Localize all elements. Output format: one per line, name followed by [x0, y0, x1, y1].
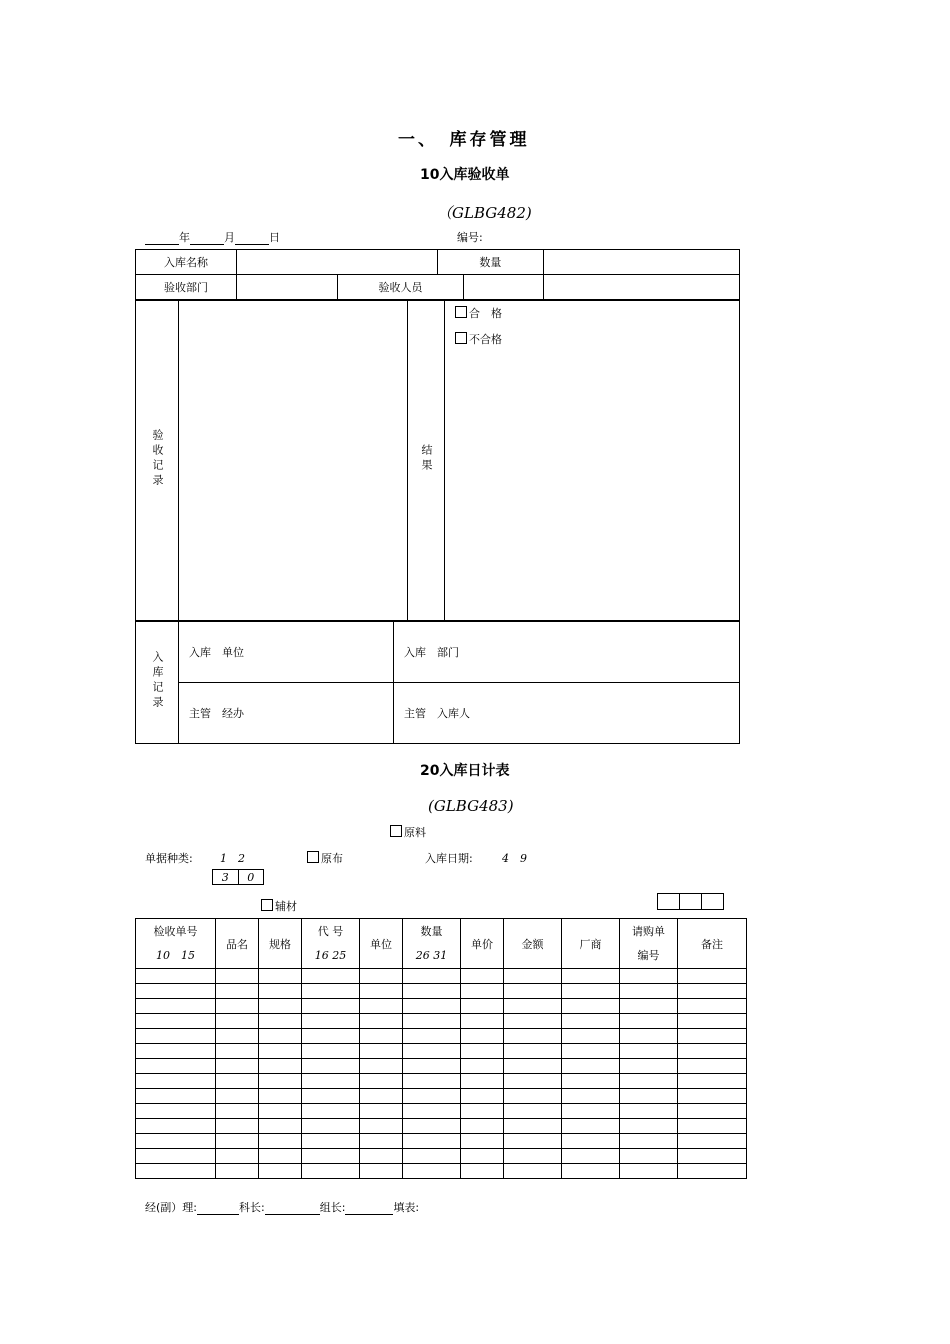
table-cell[interactable] — [678, 1029, 747, 1044]
table-cell[interactable] — [136, 1134, 216, 1149]
table-cell[interactable] — [562, 1089, 620, 1104]
table-cell[interactable] — [504, 1119, 562, 1134]
table-row — [136, 1104, 747, 1119]
inspector-field[interactable] — [464, 275, 544, 300]
table-cell[interactable] — [136, 1119, 216, 1134]
table-cell[interactable] — [360, 1149, 403, 1164]
table-cell[interactable] — [259, 1059, 302, 1074]
table-cell[interactable] — [216, 984, 259, 999]
year-blank[interactable] — [145, 244, 179, 245]
entry-record-label: 入库记录 — [151, 651, 164, 711]
raw-material-option — [390, 824, 426, 840]
table-cell[interactable] — [504, 1059, 562, 1074]
table-cell[interactable] — [620, 1104, 678, 1119]
table-cell[interactable] — [216, 1119, 259, 1134]
table-cell[interactable] — [504, 1164, 562, 1179]
table-cell[interactable] — [504, 1014, 562, 1029]
section-title: 一、 库存管理 — [398, 130, 530, 150]
fabric-option — [307, 850, 343, 866]
table-cell[interactable] — [216, 1029, 259, 1044]
entry-name-field[interactable] — [237, 250, 438, 275]
table-cell[interactable] — [302, 1074, 360, 1089]
result-field — [445, 301, 740, 621]
table-cell[interactable] — [403, 1149, 461, 1164]
table-cell[interactable] — [620, 1059, 678, 1074]
inspector-extra-field[interactable] — [544, 275, 740, 300]
serial-label: 编号: — [457, 231, 483, 244]
raw-material-label: 原料 — [404, 826, 426, 839]
col-header: 单位 — [360, 919, 403, 969]
form1-title: 10入库验收单 — [420, 167, 510, 183]
table-cell[interactable] — [136, 1149, 216, 1164]
section-chief-blank[interactable] — [265, 1214, 320, 1215]
table-cell[interactable] — [302, 1059, 360, 1074]
table-cell[interactable] — [403, 1164, 461, 1179]
supervisor-receiver-label: 主管 入库人 — [394, 683, 740, 744]
table-cell[interactable] — [403, 1074, 461, 1089]
table-cell[interactable] — [678, 984, 747, 999]
table-cell[interactable] — [360, 1074, 403, 1089]
table-cell[interactable] — [620, 1149, 678, 1164]
table-cell[interactable] — [302, 999, 360, 1014]
table-cell[interactable] — [403, 1029, 461, 1044]
form1-code: （GLBG482) — [437, 204, 532, 222]
table-row — [136, 1149, 747, 1164]
entry-name-label: 入库名称 — [136, 250, 237, 275]
table-cell[interactable] — [403, 1134, 461, 1149]
table-cell[interactable] — [360, 1059, 403, 1074]
day-blank[interactable] — [235, 244, 269, 245]
table-cell[interactable] — [461, 1014, 504, 1029]
right-code-boxes — [657, 893, 724, 910]
table-cell[interactable] — [216, 1044, 259, 1059]
form1-header-table — [135, 249, 740, 300]
month-blank[interactable] — [190, 244, 224, 245]
form1-entry-table — [135, 621, 740, 744]
raw-material-checkbox[interactable] — [390, 825, 402, 837]
quantity-field[interactable] — [544, 250, 740, 275]
daily-entry-table — [135, 918, 747, 1179]
table-cell[interactable] — [360, 1119, 403, 1134]
table-cell[interactable] — [302, 1149, 360, 1164]
table-cell[interactable] — [620, 1089, 678, 1104]
table-cell[interactable] — [136, 1014, 216, 1029]
table-cell[interactable] — [259, 1149, 302, 1164]
entry-date-codes: 4 9 — [502, 852, 527, 865]
table-cell[interactable] — [136, 1059, 216, 1074]
inspect-record-field[interactable] — [179, 301, 408, 621]
table-cell[interactable] — [360, 969, 403, 984]
table-cell[interactable] — [302, 969, 360, 984]
col-header: 厂商 — [562, 919, 620, 969]
table-cell[interactable] — [403, 1119, 461, 1134]
table-row — [136, 1014, 747, 1029]
table-cell[interactable] — [461, 969, 504, 984]
table-cell[interactable] — [136, 1164, 216, 1179]
entry-record-label-cell — [136, 622, 179, 744]
table-cell[interactable] — [302, 1029, 360, 1044]
table-cell[interactable] — [678, 1089, 747, 1104]
table-cell[interactable] — [562, 1149, 620, 1164]
code-box-1[interactable]: 3 — [213, 870, 239, 885]
col-header: 请购单 编号 — [620, 919, 678, 969]
col-header: 单价 — [461, 919, 504, 969]
fabric-checkbox[interactable] — [307, 851, 319, 863]
entry-date-label: 入库日期: — [425, 852, 473, 865]
table-cell[interactable] — [360, 1134, 403, 1149]
table-cell[interactable] — [678, 1134, 747, 1149]
table-cell[interactable] — [620, 1014, 678, 1029]
table-cell[interactable] — [259, 1074, 302, 1089]
table-cell[interactable] — [620, 1029, 678, 1044]
col-header: 数量 26 31 — [403, 919, 461, 969]
table-cell[interactable] — [302, 1104, 360, 1119]
manager-blank[interactable] — [197, 1214, 239, 1215]
table-cell[interactable] — [403, 969, 461, 984]
table-cell[interactable] — [678, 969, 747, 984]
doc-type-codes: 1 2 — [220, 852, 245, 865]
table-cell[interactable] — [216, 1164, 259, 1179]
table-cell[interactable] — [620, 999, 678, 1014]
table-cell[interactable] — [216, 1089, 259, 1104]
table-cell[interactable] — [461, 999, 504, 1014]
table-cell[interactable] — [504, 999, 562, 1014]
table-cell[interactable] — [562, 1029, 620, 1044]
year-label: 年 — [179, 231, 190, 244]
code-boxes — [212, 869, 264, 885]
form1-date-line — [145, 229, 280, 245]
table-cell[interactable] — [504, 984, 562, 999]
table-cell[interactable] — [360, 1014, 403, 1029]
result-label-cell — [408, 301, 445, 621]
table-cell[interactable] — [136, 984, 216, 999]
table-cell[interactable] — [360, 1104, 403, 1119]
table-cell[interactable] — [216, 1014, 259, 1029]
table-row — [136, 1164, 747, 1179]
table-cell[interactable] — [216, 1134, 259, 1149]
table-cell[interactable] — [461, 1074, 504, 1089]
table-cell[interactable] — [562, 1074, 620, 1089]
table-cell[interactable] — [403, 1104, 461, 1119]
table-row — [136, 1029, 747, 1044]
inspect-dept-label: 验收部门 — [136, 275, 237, 300]
table-cell[interactable] — [136, 1104, 216, 1119]
table-cell[interactable] — [259, 969, 302, 984]
table-cell[interactable] — [360, 984, 403, 999]
table-cell[interactable] — [504, 1104, 562, 1119]
right-code-box-2[interactable] — [680, 894, 702, 910]
filled-by-label: 填表: — [393, 1201, 420, 1214]
table-cell[interactable] — [562, 1014, 620, 1029]
fail-label: 不合格 — [469, 333, 502, 346]
col-header: 备注 — [678, 919, 747, 969]
table-cell[interactable] — [136, 999, 216, 1014]
table-cell[interactable] — [461, 1029, 504, 1044]
table-cell[interactable] — [259, 1164, 302, 1179]
table-cell[interactable] — [259, 1104, 302, 1119]
table-row — [136, 984, 747, 999]
table-cell[interactable] — [259, 1089, 302, 1104]
table-row — [136, 969, 747, 984]
table-cell[interactable] — [678, 1014, 747, 1029]
month-label: 月 — [224, 231, 235, 244]
pass-label: 合 格 — [469, 307, 502, 320]
table-cell[interactable] — [504, 1029, 562, 1044]
table-cell[interactable] — [259, 984, 302, 999]
table-cell[interactable] — [562, 1059, 620, 1074]
table-cell[interactable] — [216, 999, 259, 1014]
table-cell[interactable] — [136, 1029, 216, 1044]
table-cell[interactable] — [678, 1119, 747, 1134]
table-cell[interactable] — [562, 1164, 620, 1179]
table-cell[interactable] — [620, 1119, 678, 1134]
fail-checkbox[interactable] — [455, 332, 467, 344]
table-cell[interactable] — [136, 1044, 216, 1059]
result-label: 结果 — [420, 444, 433, 474]
col-header: 代 号 16 25 — [302, 919, 360, 969]
inspector-label: 验收人员 — [338, 275, 464, 300]
form2-title: 20入库日计表 — [420, 763, 510, 779]
table-cell[interactable] — [461, 1104, 504, 1119]
form1-inspection-table — [135, 300, 740, 621]
doc-type-label: 单据种类: — [145, 852, 193, 865]
table-cell[interactable] — [678, 999, 747, 1014]
table-cell[interactable] — [136, 969, 216, 984]
table-cell[interactable] — [302, 1164, 360, 1179]
form2-code: (GLBG483) — [428, 797, 514, 815]
table-cell[interactable] — [259, 1014, 302, 1029]
col-header: 品名 — [216, 919, 259, 969]
table-cell[interactable] — [302, 1044, 360, 1059]
table-cell[interactable] — [620, 1044, 678, 1059]
table-cell[interactable] — [461, 1164, 504, 1179]
table-cell[interactable] — [216, 969, 259, 984]
table-cell[interactable] — [678, 1074, 747, 1089]
table-cell[interactable] — [504, 1089, 562, 1104]
table-cell[interactable] — [403, 984, 461, 999]
table-cell[interactable] — [620, 984, 678, 999]
table-cell[interactable] — [403, 999, 461, 1014]
right-code-box-3[interactable] — [702, 894, 724, 910]
table-cell[interactable] — [562, 1134, 620, 1149]
accessory-label: 辅材 — [275, 900, 297, 913]
table-cell[interactable] — [360, 1164, 403, 1179]
table-row — [136, 1134, 747, 1149]
table-cell[interactable] — [259, 999, 302, 1014]
table-cell[interactable] — [461, 1134, 504, 1149]
inspect-dept-field[interactable] — [237, 275, 338, 300]
table-cell[interactable] — [216, 1059, 259, 1074]
table-row — [136, 1074, 747, 1089]
supervisor-handler-label: 主管 经办 — [179, 683, 394, 744]
table-cell[interactable] — [403, 1044, 461, 1059]
table-cell[interactable] — [678, 1164, 747, 1179]
quantity-label: 数量 — [437, 250, 543, 275]
table-cell[interactable] — [461, 1149, 504, 1164]
table-cell[interactable] — [620, 1074, 678, 1089]
table-cell[interactable] — [562, 969, 620, 984]
table-cell[interactable] — [562, 1104, 620, 1119]
table-row — [136, 999, 747, 1014]
table-cell[interactable] — [360, 999, 403, 1014]
table-cell[interactable] — [302, 984, 360, 999]
right-code-box-1[interactable] — [658, 894, 680, 910]
entry-dept-label: 入库 部门 — [394, 622, 740, 683]
fabric-label: 原布 — [321, 852, 343, 865]
accessory-checkbox[interactable] — [261, 899, 273, 911]
table-cell[interactable] — [461, 1119, 504, 1134]
table-cell[interactable] — [136, 1074, 216, 1089]
table-cell[interactable] — [259, 1134, 302, 1149]
table-cell[interactable] — [562, 1044, 620, 1059]
table-cell[interactable] — [504, 969, 562, 984]
table-cell[interactable] — [403, 1059, 461, 1074]
pass-checkbox[interactable] — [455, 306, 467, 318]
table-row — [136, 1044, 747, 1059]
table-cell[interactable] — [620, 1134, 678, 1149]
accessory-option — [261, 898, 297, 914]
table-cell[interactable] — [302, 1014, 360, 1029]
table-cell[interactable] — [216, 1074, 259, 1089]
table-cell[interactable] — [360, 1044, 403, 1059]
table-cell[interactable] — [360, 1089, 403, 1104]
inspect-record-label: 验收记录 — [151, 429, 164, 489]
table-cell[interactable] — [620, 969, 678, 984]
table-cell[interactable] — [678, 1149, 747, 1164]
table-cell[interactable] — [461, 1044, 504, 1059]
code-box-2[interactable]: 0 — [238, 870, 264, 885]
col-header: 规格 — [259, 919, 302, 969]
table-cell[interactable] — [620, 1164, 678, 1179]
table-cell[interactable] — [403, 1089, 461, 1104]
table-cell[interactable] — [504, 1134, 562, 1149]
table-cell[interactable] — [678, 1059, 747, 1074]
table-row — [136, 1089, 747, 1104]
manager-label: 经(副）理: — [145, 1201, 197, 1214]
table-cell[interactable] — [259, 1029, 302, 1044]
table-cell[interactable] — [678, 1044, 747, 1059]
day-label: 日 — [269, 231, 280, 244]
table-cell[interactable] — [136, 1089, 216, 1104]
table-cell[interactable] — [259, 1044, 302, 1059]
table-cell[interactable] — [302, 1119, 360, 1134]
table-cell[interactable] — [504, 1149, 562, 1164]
table-cell[interactable] — [562, 999, 620, 1014]
table-cell[interactable] — [504, 1074, 562, 1089]
table-cell[interactable] — [504, 1044, 562, 1059]
table-cell[interactable] — [562, 1119, 620, 1134]
table-cell[interactable] — [678, 1104, 747, 1119]
table-row — [136, 1119, 747, 1134]
table-header-row — [136, 919, 747, 969]
table-cell[interactable] — [403, 1014, 461, 1029]
signature-line — [145, 1199, 419, 1215]
section-chief-label: 科长: — [239, 1201, 265, 1214]
table-cell[interactable] — [259, 1119, 302, 1134]
table-cell[interactable] — [461, 984, 504, 999]
team-leader-label: 组长: — [319, 1201, 346, 1214]
team-leader-blank[interactable] — [345, 1214, 393, 1215]
col-header: 金额 — [504, 919, 562, 969]
col-header: 检收单号 10 15 — [136, 919, 216, 969]
table-cell[interactable] — [360, 1029, 403, 1044]
table-cell[interactable] — [461, 1089, 504, 1104]
table-cell[interactable] — [562, 984, 620, 999]
table-cell[interactable] — [302, 1089, 360, 1104]
table-cell[interactable] — [302, 1134, 360, 1149]
table-row — [136, 1059, 747, 1074]
table-cell[interactable] — [216, 1104, 259, 1119]
table-cell[interactable] — [216, 1149, 259, 1164]
table-cell[interactable] — [461, 1059, 504, 1074]
entry-unit-label: 入库 单位 — [179, 622, 394, 683]
inspect-record-label-cell — [136, 301, 179, 621]
